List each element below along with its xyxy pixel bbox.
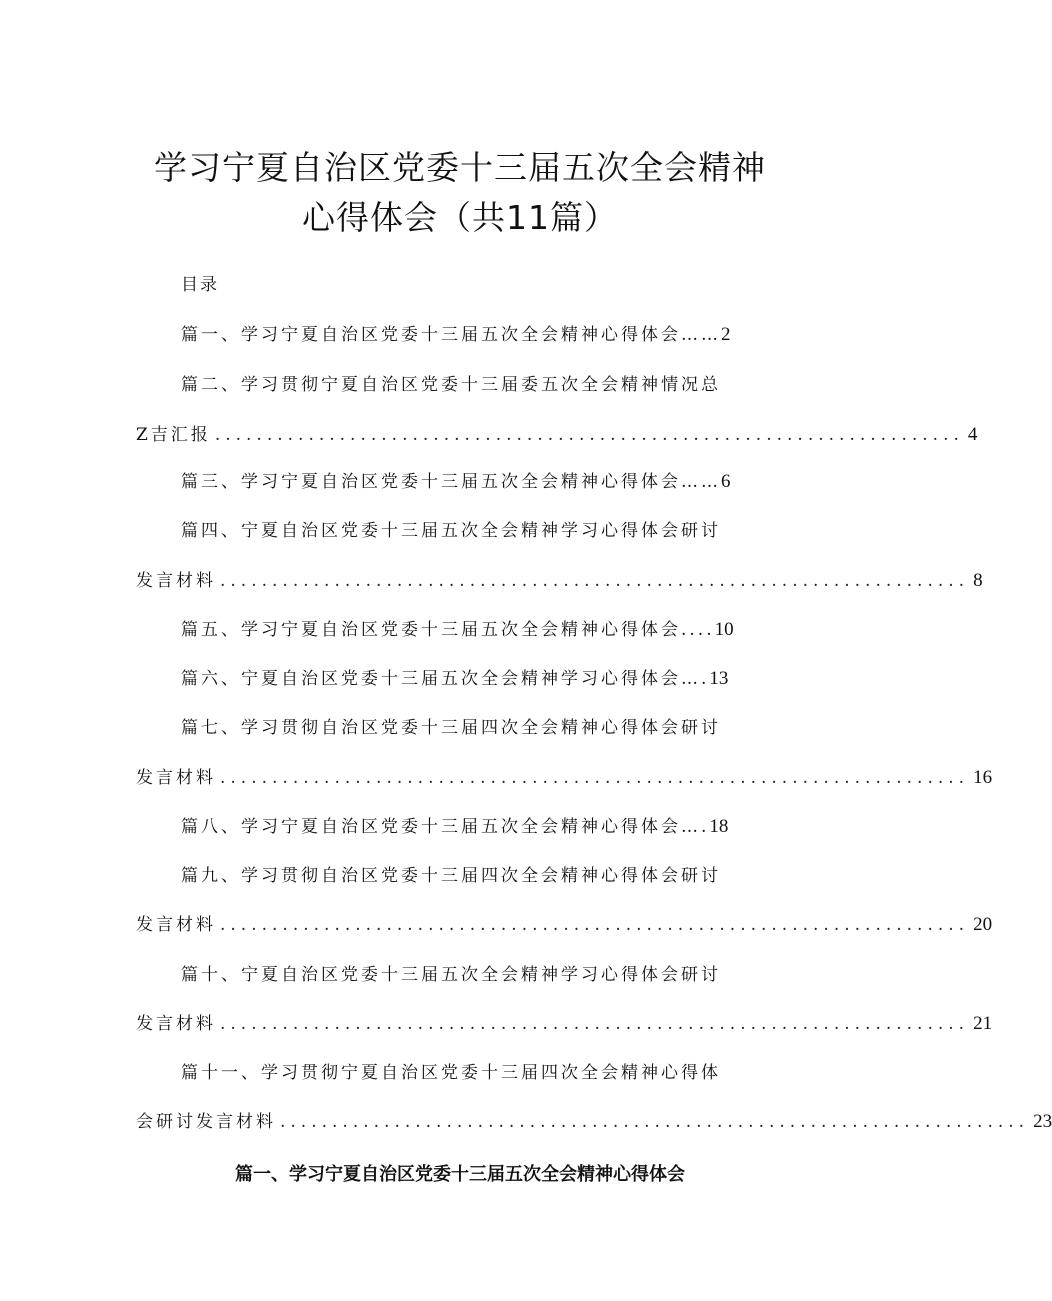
toc-entry-4[interactable]	[181, 516, 721, 541]
toc-entry-leader: ….	[681, 817, 710, 837]
toc-entry-page: 4	[967, 424, 978, 445]
toc-entry-continuation: 发言材料	[136, 768, 216, 788]
toc-entry-10-continuation[interactable]	[136, 1009, 993, 1035]
toc-dot-leader: ........................................................................	[280, 1112, 1030, 1132]
toc-entry-leader: ……	[681, 472, 721, 492]
toc-entry-9-continuation[interactable]	[136, 910, 993, 936]
toc-entry-continuation: 发言材料	[136, 571, 216, 591]
toc-entry-label: 篇八、学习宁夏自治区党委十三届五次全会精神心得体会	[181, 817, 681, 837]
toc-entry-continuation: 会研讨发言材料	[136, 1112, 276, 1132]
toc-entry-label: 篇十、宁夏自治区党委十三届五次全会精神学习心得体会研讨	[181, 965, 721, 985]
toc-entry-continuation: 发言材料	[136, 915, 216, 935]
toc-entry-page: 2	[721, 324, 731, 345]
toc-entry-label: 篇十一、学习贯彻宁夏自治区党委十三届四次全会精神心得体	[181, 1063, 721, 1083]
toc-entry-1[interactable]	[181, 320, 731, 346]
toc-entry-8[interactable]	[181, 812, 728, 838]
toc-entry-2-continuation[interactable]	[136, 420, 978, 446]
toc-entry-7-continuation[interactable]	[136, 763, 993, 789]
toc-dot-leader: ........................................................................	[220, 768, 970, 788]
toc-dot-leader: ........................................................................	[214, 425, 964, 445]
toc-entry-page: 6	[721, 471, 731, 492]
toc-entry-page: 23	[1033, 1111, 1052, 1132]
toc-entry-4-continuation[interactable]	[136, 566, 983, 592]
toc-entry-leader: ……	[681, 325, 721, 345]
toc-entry-continuation: 发言材料	[136, 1014, 216, 1034]
toc-entry-5[interactable]	[181, 615, 734, 641]
toc-entry-10[interactable]	[181, 960, 721, 985]
toc-entry-11-continuation[interactable]	[136, 1107, 1052, 1133]
toc-entry-3[interactable]	[181, 467, 731, 493]
toc-entry-label: 篇七、学习贯彻自治区党委十三届四次全会精神心得体会研讨	[181, 718, 721, 738]
toc-entry-7[interactable]	[181, 713, 721, 738]
toc-entry-continuation: Z吉汇报	[136, 425, 211, 445]
toc-entry-label: 篇五、学习宁夏自治区党委十三届五次全会精神心得体会	[181, 620, 681, 640]
toc-entry-page: 20	[973, 914, 993, 935]
toc-entry-leader: ….	[681, 669, 710, 689]
toc-entry-11[interactable]	[181, 1058, 721, 1083]
toc-entry-6[interactable]	[181, 664, 728, 690]
toc-entry-label: 篇九、学习贯彻自治区党委十三届四次全会精神心得体会研讨	[181, 866, 721, 886]
toc-entry-page: 13	[709, 668, 729, 689]
toc-dot-leader: ........................................................................	[220, 915, 970, 935]
toc-entry-label: 篇一、学习宁夏自治区党委十三届五次全会精神心得体会	[181, 325, 681, 345]
toc-entry-label: 篇四、宁夏自治区党委十三届五次全会精神学习心得体会研讨	[181, 521, 721, 541]
toc-heading: 目录	[181, 275, 219, 295]
toc-entry-label: 篇二、学习贯彻宁夏自治区党委十三届委五次全会精神情况总	[181, 375, 721, 395]
section-heading: 篇一、学习宁夏自治区党委十三届五次全会精神心得体会	[235, 1164, 685, 1185]
toc-entry-page: 18	[709, 816, 729, 837]
toc-entry-2[interactable]	[181, 370, 721, 395]
toc-entry-leader: ....	[681, 620, 715, 640]
toc-entry-label: 篇三、学习宁夏自治区党委十三届五次全会精神心得体会	[181, 472, 681, 492]
toc-entry-page: 10	[714, 619, 734, 640]
toc-entry-label: 篇六、宁夏自治区党委十三届五次全会精神学习心得体会	[181, 669, 681, 689]
document-title-line2: 心得体会（共11篇）	[302, 198, 618, 237]
toc-dot-leader: ........................................................................	[220, 1014, 970, 1034]
toc-entry-page: 8	[973, 570, 983, 591]
toc-entry-page: 21	[973, 1013, 993, 1034]
toc-dot-leader: ........................................................................	[220, 571, 970, 591]
toc-entry-9[interactable]	[181, 861, 721, 886]
toc-entry-page: 16	[973, 767, 993, 788]
document-title-line1: 学习宁夏自治区党委十三届五次全会精神	[154, 148, 766, 187]
